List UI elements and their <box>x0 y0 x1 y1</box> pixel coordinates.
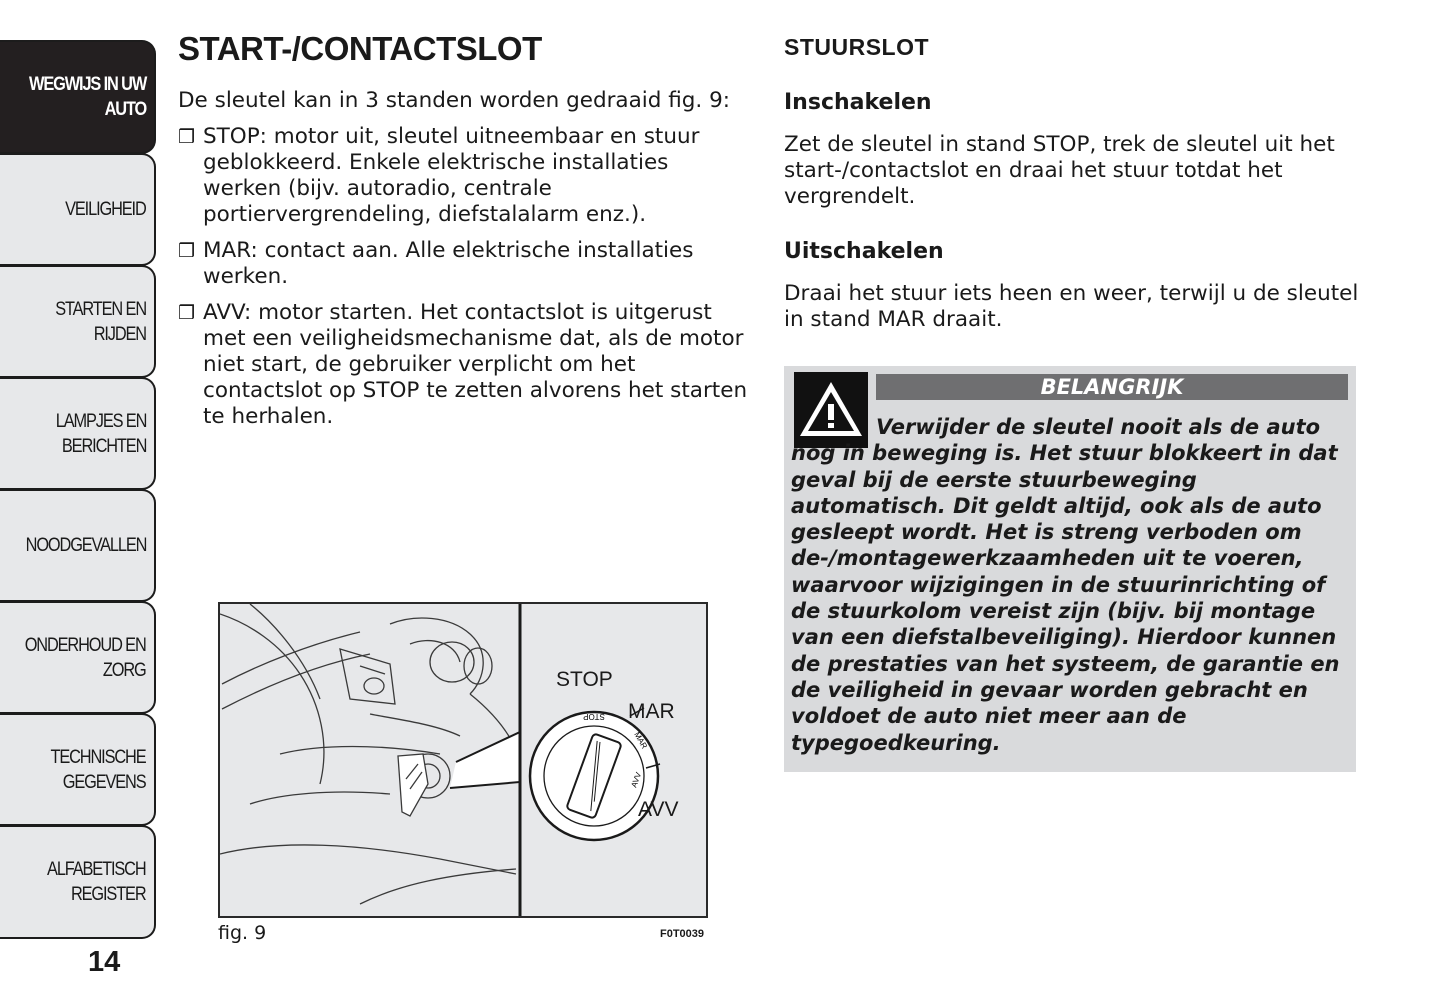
section-title: STUURSLOT <box>784 34 930 60</box>
ignition-figure <box>218 602 708 918</box>
tab-label: STARTEN EN RIJDEN <box>55 298 146 345</box>
engage-heading: Inschakelen <box>784 90 932 115</box>
tab-label: VEILIGHEID <box>65 199 146 220</box>
key-positions-list <box>178 124 748 440</box>
list-item <box>178 300 748 430</box>
tab-label: ONDERHOUD EN ZORG <box>25 634 146 681</box>
tab-lampjes-en-berichten[interactable] <box>0 377 156 490</box>
stop-mark: STOP <box>583 712 605 721</box>
tab-label: NOODGEVALLEN <box>25 535 146 556</box>
tab-label: TECHNISCHE GEGEVENS <box>50 746 147 793</box>
mar-label: MAR <box>628 700 675 723</box>
warning-text: Verwijder de sleutel nooit als de auto nog in beweging is. Het stuur blokkeert in dat geval bij de eerste stuurbeweging automatisch. Dit geldt altijd, ook als de auto gesleept wordt. Het is streng verboden om de-/montagewerkzaamheden uit te voeren, waarvoor wijzigingen in de stuurinrichting of de stuurkolom vereist zijn (bijv. bij montage van een diefstalbeveiliging). Hierdoor kunnen de prestaties van het systeem, de garantie en de veiligheid in gevaar worden gebracht en voldoet de auto niet meer aan de typegoedkeuring. <box>791 415 1340 755</box>
checkbox-bullet-icon: ❒ <box>178 302 196 324</box>
tab-wegwijs-in-uw-auto[interactable] <box>0 40 156 154</box>
disengage-heading: Uitschakelen <box>784 239 944 264</box>
ignition-illustration <box>220 604 706 916</box>
tab-label: WEGWIJS IN UW AUTO <box>28 74 146 120</box>
tab-veiligheid[interactable] <box>0 153 156 266</box>
list-item <box>178 238 748 290</box>
disengage-text: Draai het stuur iets heen en weer, terwijl u de sleutel in stand MAR draait. <box>784 281 1359 332</box>
tab-label: ALFABETISCH REGISTER <box>47 859 146 905</box>
stop-label: STOP <box>556 668 613 691</box>
warning-box <box>784 366 1356 772</box>
list-item-text: STOP: motor uit, sleutel uitneembaar en stuur geblokkeerd. Enkele elektrische installaties werken (bijv. autoradio, centrale portiervergrendeling, diefstalalarm enz.). <box>203 124 700 227</box>
tab-label: LAMPJES EN BERICHTEN <box>55 410 146 457</box>
tab-onderhoud-en-zorg[interactable] <box>0 601 156 714</box>
tab-starten-en-rijden[interactable] <box>0 265 156 378</box>
tab-noodgevallen[interactable] <box>0 489 156 602</box>
tab-alfabetisch-register[interactable] <box>0 825 156 939</box>
list-item-text: MAR: contact aan. Alle elektrische installaties werken. <box>203 238 694 289</box>
figure-caption: fig. 9 <box>218 922 267 944</box>
engage-text: Zet de sleutel in stand STOP, trek de sleutel uit het start-/contactslot en draai het stuur totdat het vergrendelt. <box>784 132 1335 209</box>
checkbox-bullet-icon: ❒ <box>178 126 196 148</box>
callout-pointer <box>450 732 520 788</box>
intro-text: De sleutel kan in 3 standen worden gedraaid fig. 9: <box>178 88 731 113</box>
avv-label: AVV <box>638 798 679 821</box>
figure-code: F0T0039 <box>660 928 705 940</box>
list-item <box>178 124 748 228</box>
checkbox-bullet-icon: ❒ <box>178 240 196 262</box>
page-number: 14 <box>88 946 121 978</box>
list-item-text: AVV: motor starten. Het contactslot is uitgerust met een veiligheidsmechanisme dat, als de motor niet start, de gebruiker verplicht om het contactslot op STOP te zetten alvorens het starten te herhalen. <box>203 300 748 429</box>
page-title: START-/CONTACTSLOT <box>178 30 542 67</box>
avv-mark: AVV <box>629 771 644 789</box>
warning-header: BELANGRIJK <box>876 374 1348 400</box>
tab-technische-gegevens[interactable] <box>0 713 156 826</box>
mar-mark: MAR <box>632 730 649 751</box>
